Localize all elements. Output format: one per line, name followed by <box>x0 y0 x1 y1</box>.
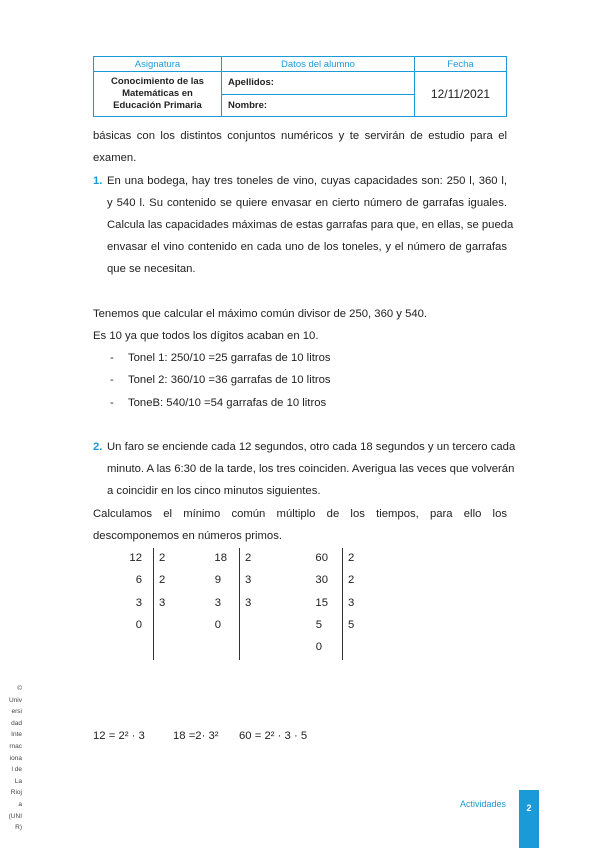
sidebar-text: R) <box>15 824 22 832</box>
factor-divisor: 2 <box>245 552 252 564</box>
factor-dividend: 12 <box>129 552 142 564</box>
factor-dividend: 5 <box>315 619 322 631</box>
exercise-number: 1. <box>93 175 103 187</box>
factor-dividend: 3 <box>214 597 221 609</box>
factor-dividend: 15 <box>315 597 328 609</box>
sidebar-text: iona <box>9 754 22 762</box>
subject-line: Matemáticas en <box>122 88 193 100</box>
answer-line: descomponemos en números primos. <box>93 530 282 542</box>
factor-dividend: 60 <box>315 552 328 564</box>
factor-divisor: 3 <box>348 597 355 609</box>
sidebar-text: Rioj <box>10 789 22 797</box>
result-formula: 60 = 2² · 3 · 5 <box>239 730 308 742</box>
exercise-number: 2. <box>93 441 103 453</box>
factor-divisor: 3 <box>245 597 252 609</box>
page-number: 2 <box>526 803 532 813</box>
factor-divisor: 2 <box>159 552 166 564</box>
col-date-header: Fecha <box>415 57 507 72</box>
header-table <box>93 56 507 117</box>
exercise-line: a coincidir en los cinco minutos siguientes. <box>107 485 321 497</box>
division-line <box>239 548 240 660</box>
factor-dividend: 30 <box>315 574 328 586</box>
factor-dividend: 0 <box>214 619 221 631</box>
bullet-dash: - <box>110 397 114 409</box>
sidebar-text: La <box>14 777 22 785</box>
factor-dividend: 0 <box>315 641 322 653</box>
surname-field: Apellidos: <box>222 72 415 94</box>
factor-divisor: 2 <box>348 574 355 586</box>
division-line <box>153 548 154 660</box>
sidebar-text: dad <box>11 719 22 727</box>
sidebar-text: © <box>17 685 22 692</box>
col-subject-header: Asignatura <box>94 57 222 72</box>
factor-divisor: 2 <box>348 552 355 564</box>
division-line <box>342 548 343 660</box>
bullet-item: Tonel 2: 360/10 =36 garrafas de 10 litros <box>128 374 331 386</box>
answer-line: Calculamos el mínimo común múltiplo de los tiempos, para ello los <box>93 508 507 520</box>
result-formula: 18 =2· 3² <box>173 730 219 742</box>
intro-line: examen. <box>93 152 137 164</box>
subject-line: Educación Primaria <box>113 100 202 112</box>
subject-line: Conocimiento de las <box>111 76 204 88</box>
bullet-dash: - <box>110 374 114 386</box>
answer-line: Es 10 ya que todos los dígitos acaban en 10. <box>93 330 319 342</box>
sidebar-text: (UNI <box>8 812 22 820</box>
exercise-line: envasar el vino contenido en cada uno de los toneles, y el número de garrafas <box>107 241 507 253</box>
factor-divisor: 2 <box>159 574 166 586</box>
intro-line: básicas con los distintos conjuntos numéricos y te servirán de estudio para el <box>93 130 507 142</box>
bullet-item: ToneB: 540/10 =54 garrafas de 10 litros <box>128 397 327 409</box>
name-field: Nombre: <box>222 94 415 116</box>
factor-divisor: 3 <box>245 574 252 586</box>
exercise-line: Calcula las capacidades máximas de estas garrafas para que, en ellas, se pueda <box>107 219 514 231</box>
exercise-line: y 540 l. Su contenido se quiere envasar en cierto número de garrafas iguales. <box>107 197 507 209</box>
exercise-line: En una bodega, hay tres toneles de vino, cuyas capacidades son: 250 l, 360 l, <box>107 175 507 187</box>
factor-dividend: 6 <box>135 574 142 586</box>
factor-dividend: 9 <box>214 574 221 586</box>
sidebar-text: Inte <box>11 731 22 739</box>
sidebar-text: Univ <box>8 696 22 704</box>
date-cell: 12/11/2021 <box>415 72 507 117</box>
copyright-sidebar <box>0 683 22 834</box>
exercise-line: minuto. A las 6:30 de la tarde, los tres coinciden. Averigua las veces que volverán <box>107 463 515 475</box>
col-student-header: Datos del alumno <box>222 57 415 72</box>
factor-dividend: 0 <box>135 619 142 631</box>
factor-dividend: 3 <box>135 597 142 609</box>
page-number-tab <box>519 790 539 848</box>
result-formula: 12 = 2² · 3 <box>93 730 145 742</box>
sidebar-text: ersi <box>11 708 22 716</box>
factor-divisor: 3 <box>159 597 166 609</box>
subject-cell <box>94 72 222 117</box>
sidebar-text: l de <box>11 766 22 774</box>
sidebar-text: a <box>18 800 22 808</box>
factor-dividend: 18 <box>214 552 227 564</box>
exercise-line: Un faro se enciende cada 12 segundos, otro cada 18 segundos y un tercero cada <box>107 441 516 453</box>
footer-section-label: Actividades <box>460 799 507 809</box>
bullet-item: Tonel 1: 250/10 =25 garrafas de 10 litros <box>128 352 331 364</box>
bullet-dash: - <box>110 352 114 364</box>
sidebar-text: rnac <box>9 742 22 750</box>
exercise-line: que se necesitan. <box>107 263 196 275</box>
answer-line: Tenemos que calcular el máximo común divisor de 250, 360 y 540. <box>93 308 428 320</box>
factor-divisor: 5 <box>348 619 355 631</box>
